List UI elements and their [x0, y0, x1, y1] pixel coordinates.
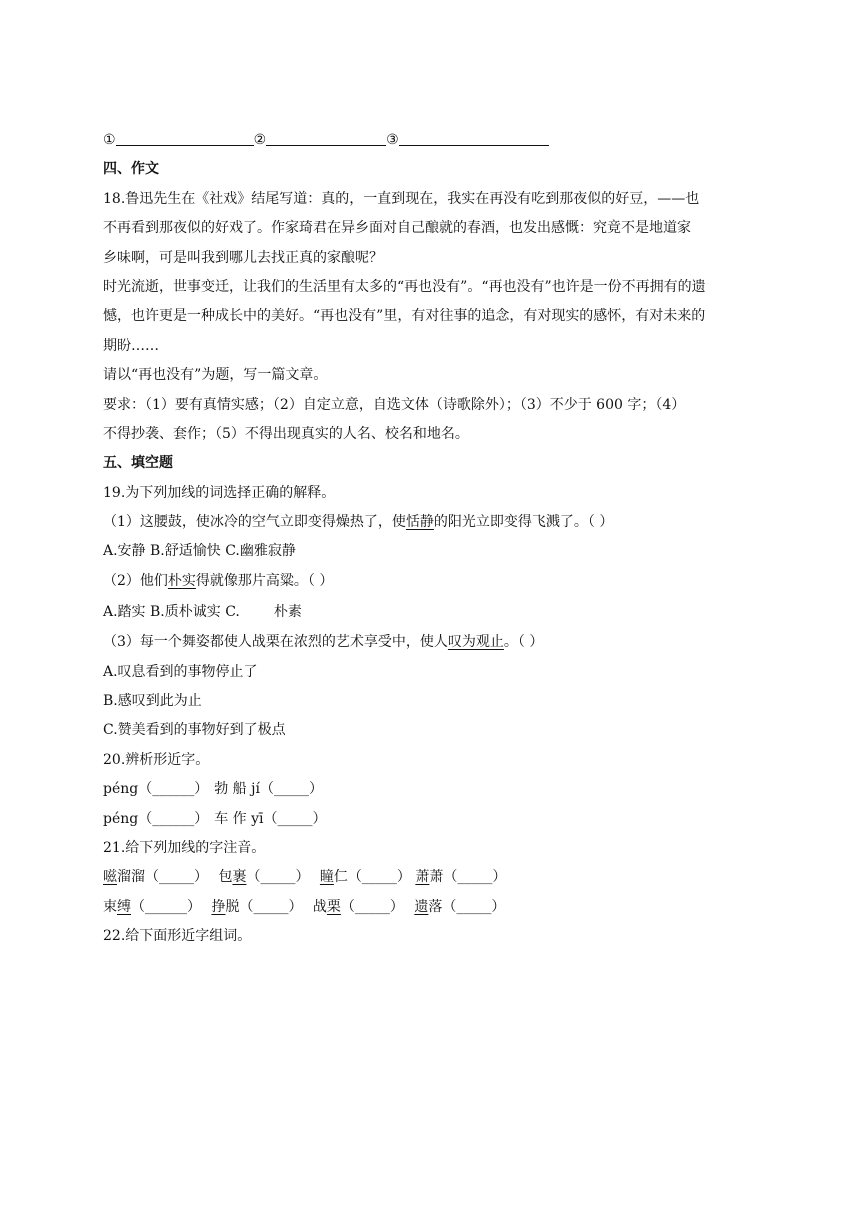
- q19-part2-options-text: A.踏实 B.质朴诚实 C.: [103, 604, 240, 621]
- q19-part3: [103, 628, 763, 657]
- q21-item-blank[interactable]: 溜溜（_____）: [117, 869, 208, 886]
- q21-underlined-char: 裹: [232, 869, 247, 886]
- answer-blank-2[interactable]: [266, 129, 386, 146]
- q19-part2-option-c: 朴素: [273, 604, 302, 621]
- q20-row2-chars: 车 作: [214, 810, 252, 827]
- q18-requirements: 要求：（1）要有真情实感；（2）自定立意，自选文体（诗歌除外）；（3）不少于 600 字；（4）: [103, 396, 686, 413]
- q18-requirements: 不得抄袭、套作；（5）不得出现真实的人名、校名和地名。: [103, 425, 469, 442]
- q21-underlined-char: 缚: [117, 898, 131, 915]
- q20-row-1: [103, 775, 763, 804]
- q19-part2-text-end: 得就像那片高粱。（ ）: [195, 572, 334, 589]
- q19-part3-underlined-word: 叹为观止: [447, 634, 504, 651]
- answer-blanks-row: [103, 126, 763, 155]
- q21-underlined-char: 瞳: [319, 869, 334, 886]
- section-heading-composition: 四、作文: [103, 161, 159, 178]
- q19-part1-text-end: 的阳光立即变得飞溅了。（ ）: [433, 514, 614, 531]
- q21-item-prefix: 包: [218, 869, 233, 886]
- q19-part2-options: [103, 596, 763, 628]
- q18-line: 期盼……: [103, 337, 159, 354]
- q20-stem: 20.辨析形近字。: [103, 751, 210, 768]
- section-heading-fill-in: 五、填空题: [103, 455, 173, 472]
- q21-item-prefix: 战: [312, 898, 327, 915]
- q19-part3-option-c: C.赞美看到的事物好到了极点: [103, 722, 286, 739]
- q19-part1: [103, 508, 763, 537]
- q19-part1-underlined-word: 恬静: [405, 514, 434, 531]
- q20-row2-pinyin-blank[interactable]: péng（______）: [103, 810, 209, 827]
- q22-stem: 22.给下面形近字组词。: [103, 928, 252, 945]
- q21-underlined-char: 萧: [415, 869, 430, 886]
- q18-prompt: 请以“再也没有”为题，写一篇文章。: [103, 367, 328, 384]
- q21-item-blank[interactable]: 落（_____）: [428, 898, 506, 915]
- q19-part3-text: （3）每一个舞姿都使人战栗在浓烈的艺术享受中，使人: [103, 634, 448, 651]
- q18-line: 不再看到那夜似的好戏了。作家琦君在异乡面对自己酿就的春酒，也发出感慨：究竟不是地道家: [103, 220, 691, 237]
- q21-row-2: [103, 893, 763, 922]
- q21-stem: 21.给下列加线的字注音。: [103, 839, 266, 856]
- answer-blank-3[interactable]: [399, 129, 549, 146]
- q20-row-2: [103, 805, 763, 834]
- q19-part3-option-a: A.叹息看到的事物停止了: [103, 663, 258, 680]
- answer-blank-1[interactable]: [116, 129, 254, 146]
- q21-underlined-char: 遗: [414, 898, 429, 915]
- q18-line: 18.鲁迅先生在《社戏》结尾写道：真的，一直到现在，我实在再没有吃到那夜似的好豆，——也: [103, 190, 700, 207]
- marker-3: ③: [386, 132, 399, 148]
- q21-item-blank[interactable]: （______）: [131, 898, 201, 915]
- q21-item-blank[interactable]: 脱（_____）: [225, 898, 303, 915]
- q18-line: 时光流逝，世事变迁，让我们的生活里有太多的“再也没有”。“再也没有”也许是一份不再拥有的遗: [103, 278, 706, 295]
- marker-1: ①: [103, 132, 116, 148]
- q19-stem: 19.为下列加线的词选择正确的解释。: [103, 484, 336, 501]
- q20-row1-pinyin-blank[interactable]: péng（______）: [103, 781, 209, 798]
- q20-row2-pinyin-blank-2[interactable]: yī（_____）: [251, 810, 327, 827]
- q18-line: 乡味啊，可是叫我到哪儿去找正真的家酿呢？: [103, 249, 383, 266]
- q21-item-prefix: 束: [103, 898, 117, 915]
- q20-row1-chars: 勃 船: [214, 781, 252, 798]
- q21-item-blank[interactable]: （_____）: [246, 869, 310, 886]
- q19-part2-text: （2）他们: [103, 572, 168, 589]
- q19-part3-option-b: B.感叹到此为止: [103, 693, 202, 710]
- q21-row-1: [103, 863, 763, 892]
- q19-part2: [103, 567, 763, 596]
- worksheet-content: [103, 126, 763, 952]
- q21-underlined-char: 嗞: [103, 869, 117, 886]
- q19-part2-underlined-word: 朴实: [167, 572, 196, 589]
- q19-part1-text: （1）这腰鼓，使冰冷的空气立即变得燥热了，使: [103, 514, 406, 531]
- q20-row1-pinyin-blank-2[interactable]: jí（_____）: [251, 781, 323, 798]
- q21-item-blank[interactable]: （_____）: [340, 898, 404, 915]
- q21-item-blank[interactable]: 仁（_____）: [333, 869, 411, 886]
- q21-underlined-char: 挣: [211, 898, 226, 915]
- q19-part1-options: A.安静 B.舒适愉快 C.幽雅寂静: [103, 543, 296, 560]
- q21-item-blank[interactable]: 萧（_____）: [429, 869, 507, 886]
- q21-underlined-char: 栗: [326, 898, 341, 915]
- marker-2: ②: [253, 132, 267, 148]
- q18-line: 憾，也许更是一种成长中的美好。“再也没有”里，有对往事的追念，有对现实的感怀，有对未来的: [103, 308, 706, 325]
- q19-part3-text-end: 。（ ）: [503, 634, 544, 651]
